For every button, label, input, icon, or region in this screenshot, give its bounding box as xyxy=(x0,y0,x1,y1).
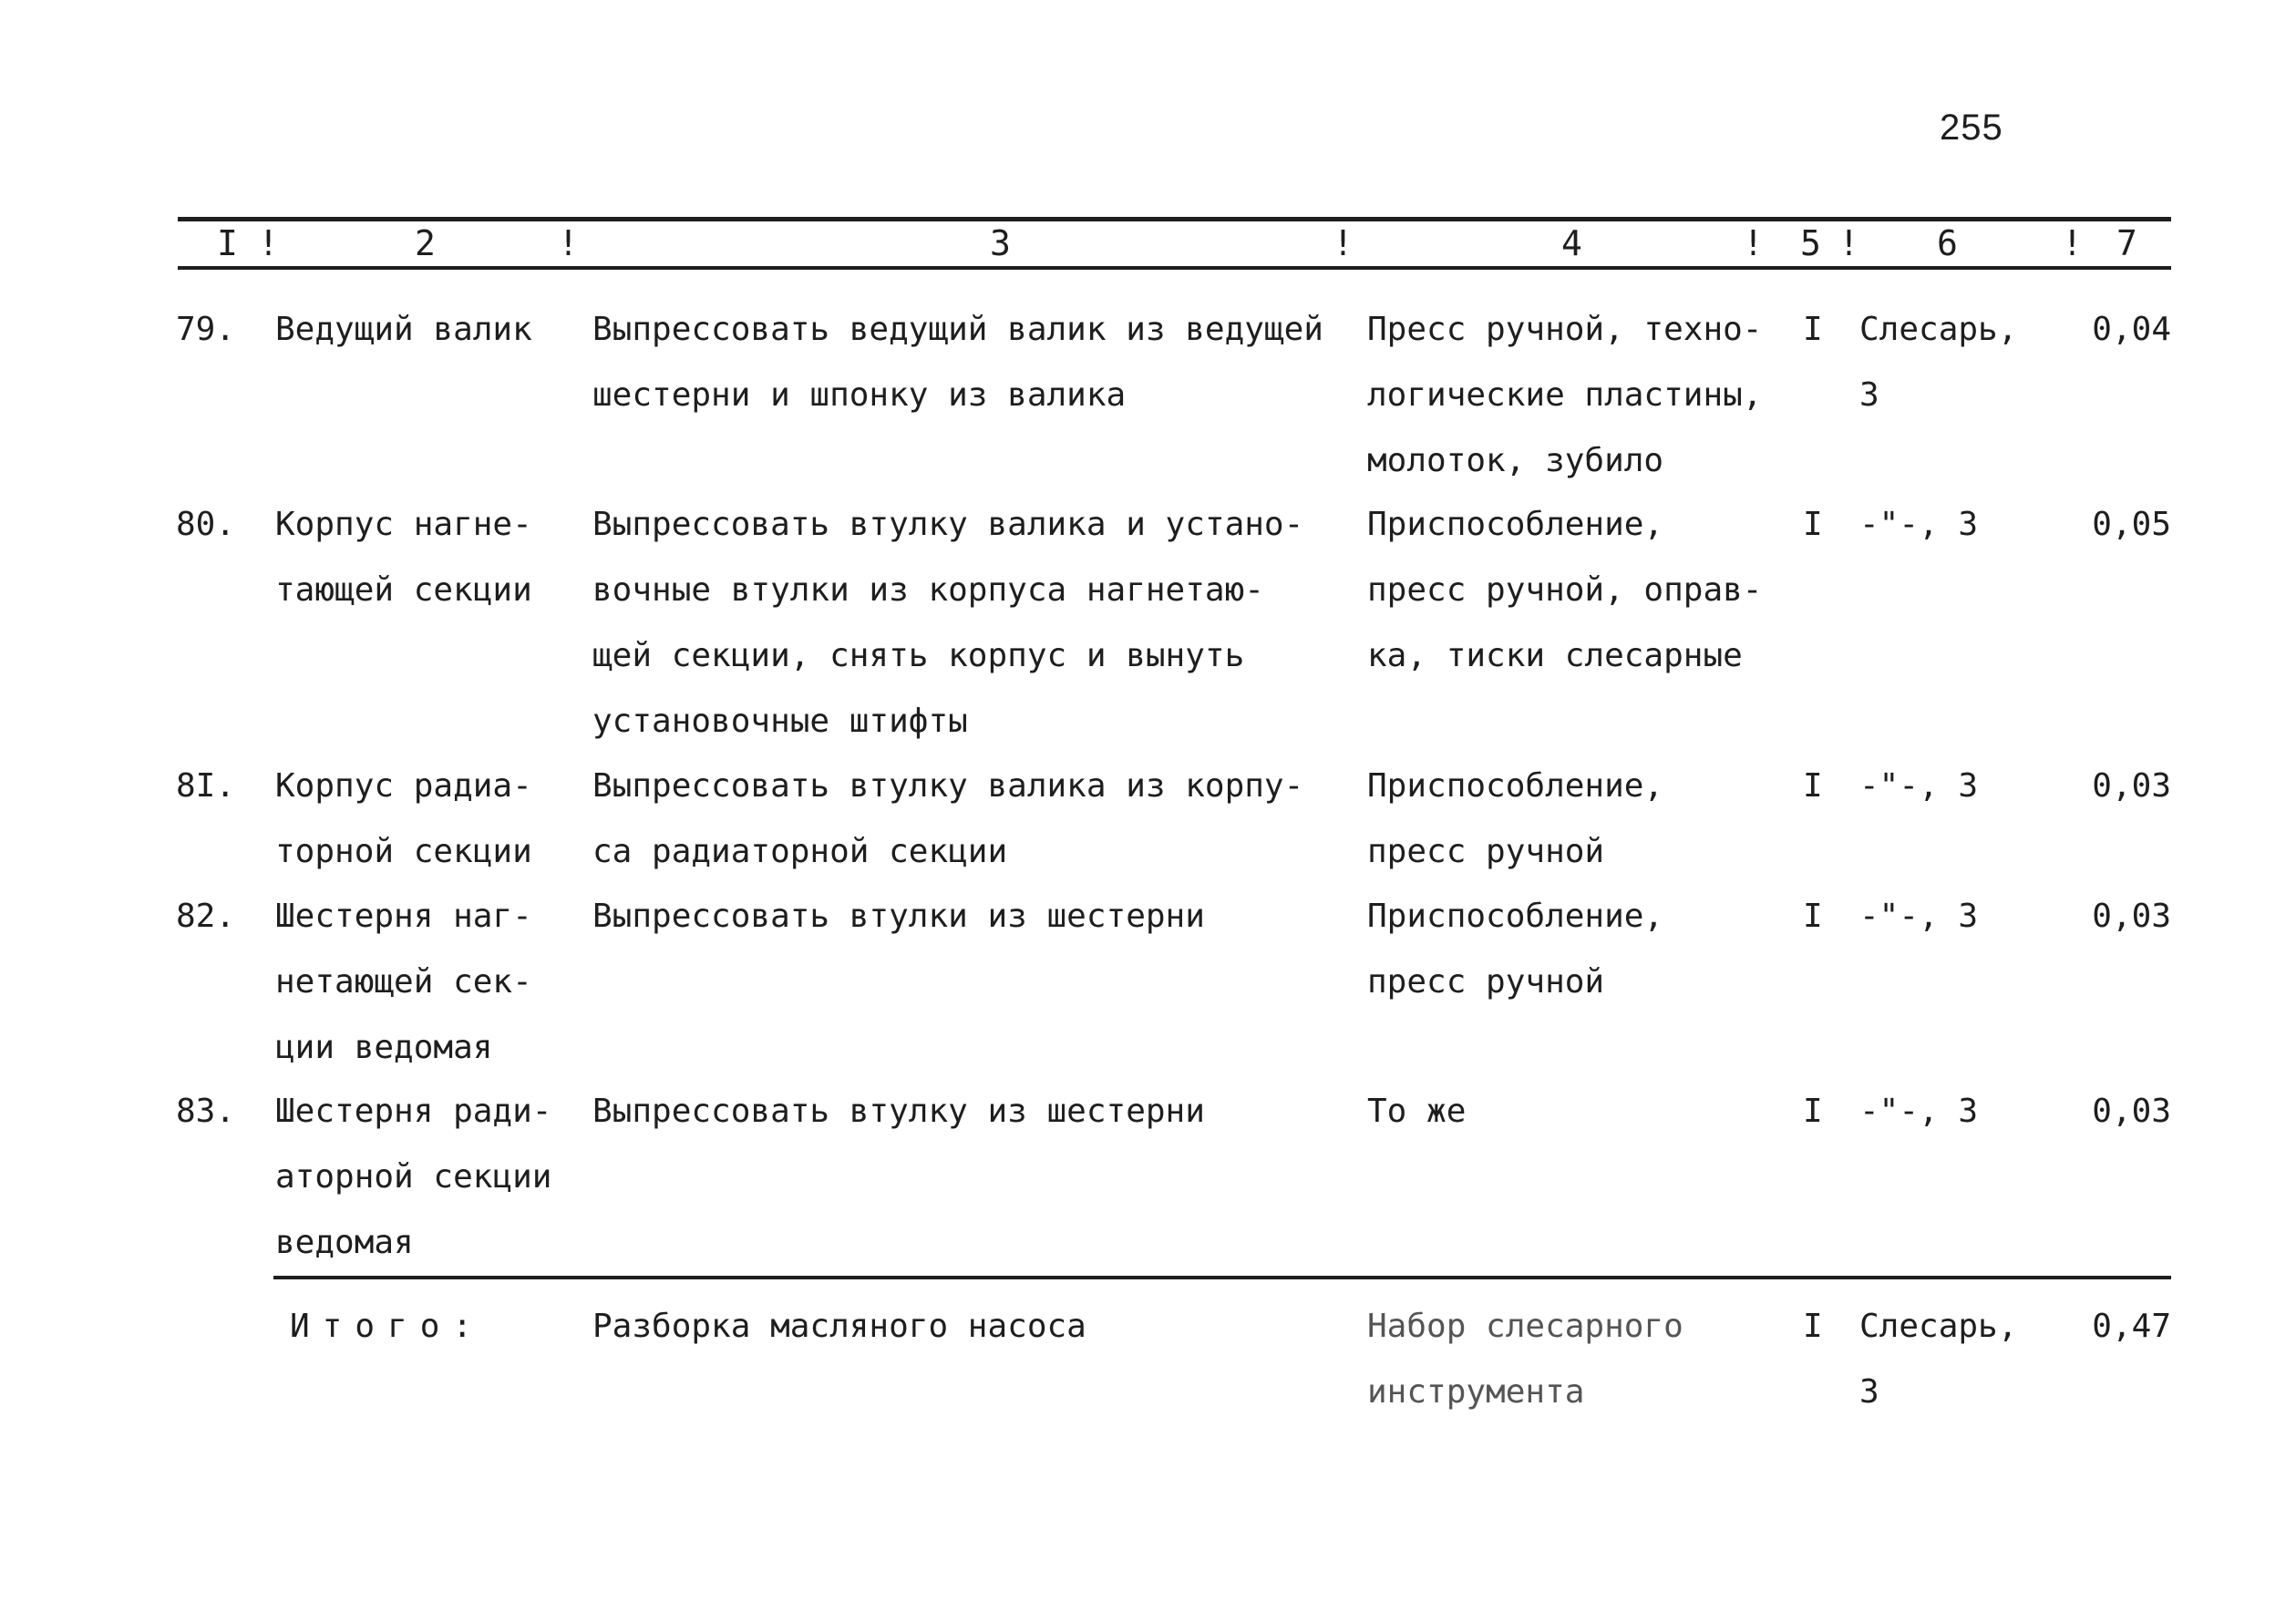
header-separator: ! xyxy=(258,223,279,263)
part-name: Корпус нагне- тающей секции xyxy=(275,506,532,609)
total-time: 0,47 xyxy=(2092,1308,2171,1345)
quantity: I xyxy=(1803,898,1823,935)
operation: Выпрессовать втулки из шестерни xyxy=(592,898,1205,935)
quantity: I xyxy=(1803,767,1823,805)
total-equipment: Набор слесарного инструмента xyxy=(1367,1308,1683,1411)
operation: Выпрессовать втулку валика из корпу- са радиаторной секции xyxy=(592,767,1304,870)
row-number: 79. xyxy=(176,311,236,348)
equipment: Приспособление, пресс ручной, оправ- ка, тиски слесарные xyxy=(1367,506,1763,674)
total-operation: Разборка масляного насоса xyxy=(592,1308,1086,1345)
time-norm: 0,03 xyxy=(2092,767,2171,805)
worker: -"-, 3 xyxy=(1859,1093,1979,1130)
operation: Выпрессовать ведущий валик из ведущей шестерни и шпонку из валика xyxy=(592,311,1323,414)
total-quantity: I xyxy=(1803,1308,1823,1345)
header-col6: 6 xyxy=(1937,223,1958,263)
worker: -"-, 3 xyxy=(1859,767,1979,805)
table-top-rule xyxy=(178,217,2171,221)
header-col3: 3 xyxy=(990,223,1011,263)
operation: Выпрессовать втулку валика и устано- вочные втулки из корпуса нагнетаю- щей секции, снять корпус и вынуть установочные штифты xyxy=(592,506,1304,740)
time-norm: 0,04 xyxy=(2092,311,2171,348)
page-number: 255 xyxy=(1940,108,2003,148)
total-rule xyxy=(273,1276,2171,1279)
worker: -"-, 3 xyxy=(1859,898,1979,935)
part-name: Шестерня ради- аторной секции ведомая xyxy=(275,1093,552,1261)
quantity: I xyxy=(1803,311,1823,348)
operation: Выпрессовать втулку из шестерни xyxy=(592,1093,1205,1130)
header-col2: 2 xyxy=(415,223,436,263)
header-col1: I xyxy=(217,223,238,263)
header-separator: ! xyxy=(2062,223,2083,263)
row-number: 8I. xyxy=(176,767,236,805)
row-number: 80. xyxy=(176,506,236,543)
header-col4: 4 xyxy=(1561,223,1582,263)
header-col5: 5 xyxy=(1800,223,1821,263)
equipment: Приспособление, пресс ручной xyxy=(1367,898,1664,1001)
table-header-rule xyxy=(178,266,2171,270)
equipment: Приспособление, пресс ручной xyxy=(1367,767,1664,870)
header-separator: ! xyxy=(558,223,579,263)
time-norm: 0,03 xyxy=(2092,1093,2171,1130)
quantity: I xyxy=(1803,1093,1823,1130)
header-separator: ! xyxy=(1838,223,1859,263)
row-number: 82. xyxy=(176,898,236,935)
equipment: То же xyxy=(1367,1093,1467,1130)
row-number: 83. xyxy=(176,1093,236,1130)
header-separator: ! xyxy=(1333,223,1354,263)
equipment: Пресс ручной, техно- логические пластины, молоток, зубило xyxy=(1367,311,1763,479)
quantity: I xyxy=(1803,506,1823,543)
part-name: Корпус радиа- торной секции xyxy=(275,767,532,870)
worker: -"-, 3 xyxy=(1859,506,1979,543)
worker: Слесарь, 3 xyxy=(1859,311,2018,414)
part-name: Шестерня наг- нетающей сек- ции ведомая xyxy=(275,898,532,1066)
header-col7: 7 xyxy=(2116,223,2137,263)
total-worker: Слесарь, 3 xyxy=(1859,1308,2018,1411)
header-separator: ! xyxy=(1743,223,1764,263)
time-norm: 0,03 xyxy=(2092,898,2171,935)
time-norm: 0,05 xyxy=(2092,506,2171,543)
total-label: Итого: xyxy=(290,1308,486,1345)
part-name: Ведущий валик xyxy=(275,311,532,348)
